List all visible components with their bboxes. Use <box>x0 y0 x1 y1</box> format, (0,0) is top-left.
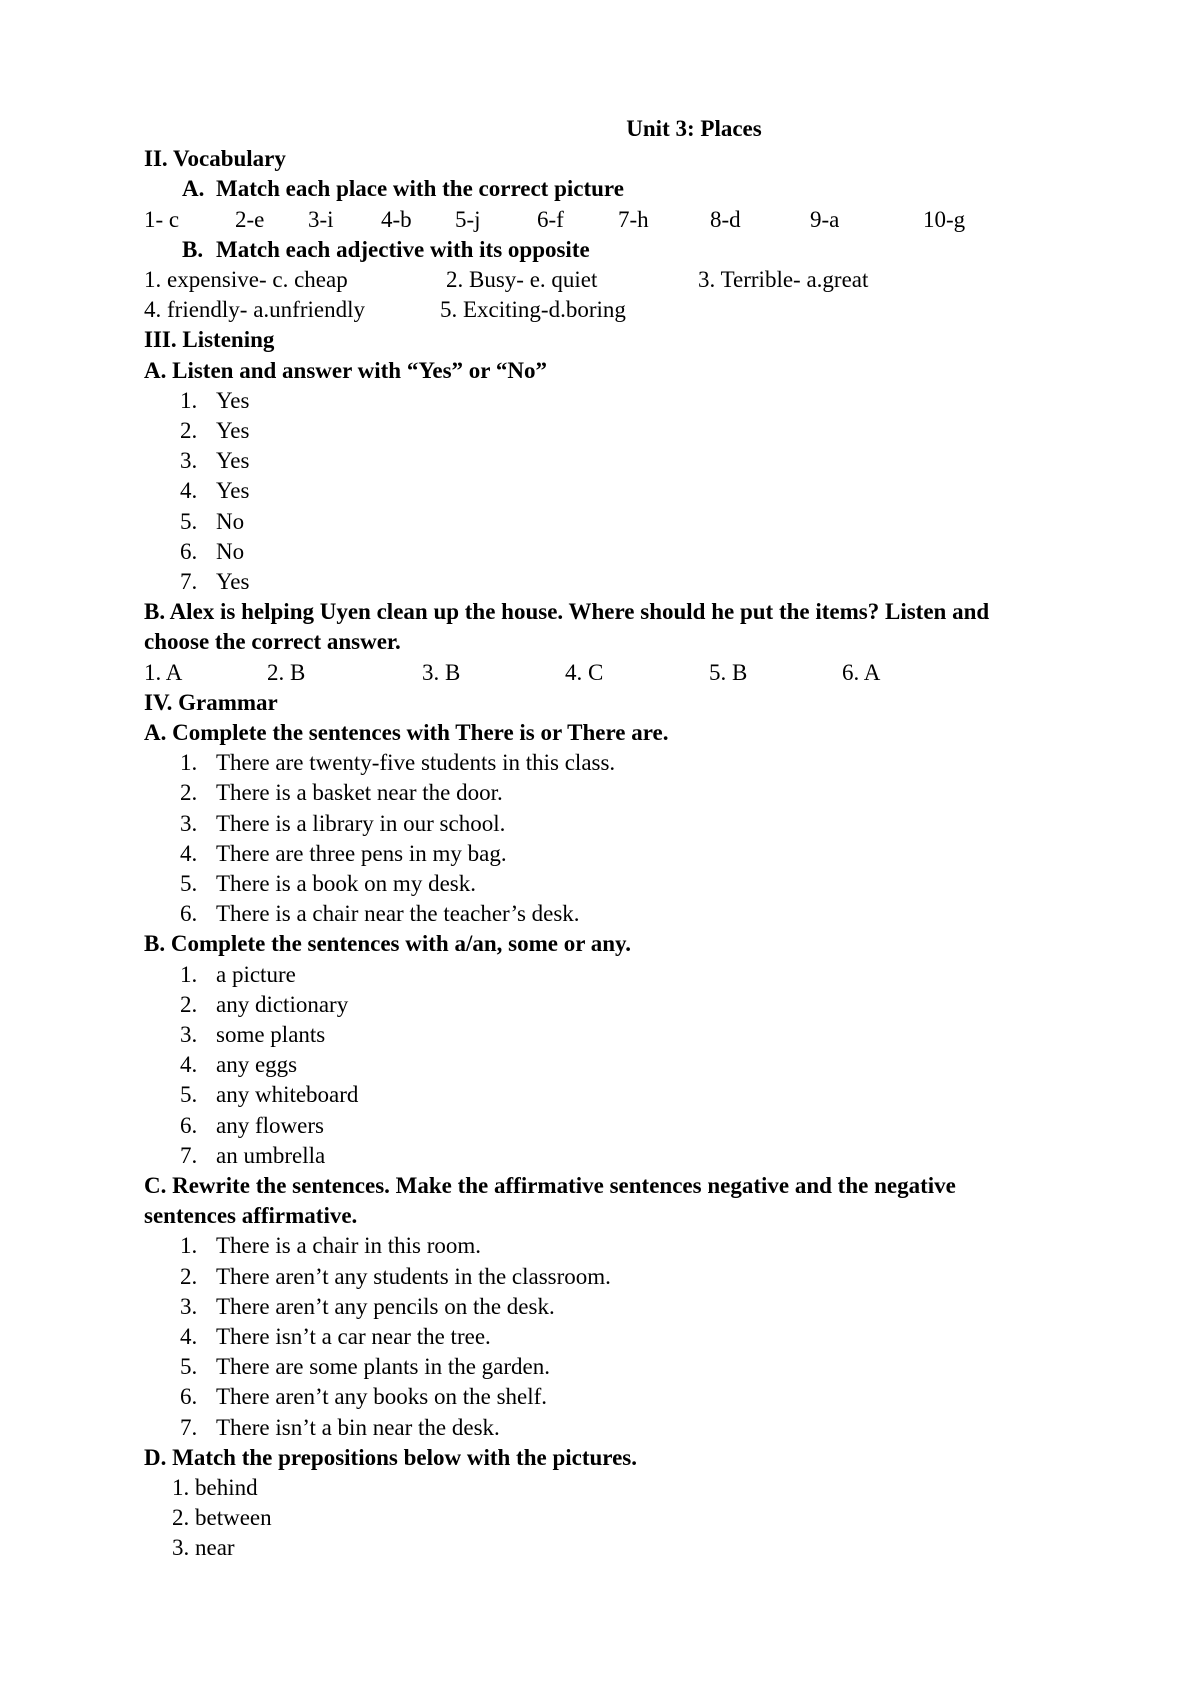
list-item: 2. Yes <box>180 417 250 443</box>
list-item: 7. an umbrella <box>180 1142 326 1168</box>
vocab-b-pair: 4. friendly- a.unfriendly <box>144 297 365 323</box>
list-item: 5. any whiteboard <box>180 1082 359 1108</box>
grammar-b-heading: B. Complete the sentences with a/an, some or any. <box>144 931 632 957</box>
list-item: 2. There aren’t any students in the classroom. <box>180 1263 611 1289</box>
vocab-a-answer: 4-b <box>381 206 412 232</box>
list-item: 4. any eggs <box>180 1052 298 1078</box>
vocab-a-heading <box>144 174 1124 204</box>
vocab-b-heading-text: Match each adjective with its opposite <box>216 236 590 262</box>
listening-b-answer: 3. B <box>422 659 461 685</box>
list-item: 5. There are some plants in the garden. <box>180 1354 551 1380</box>
list-item: 4. There are three pens in my bag. <box>180 840 507 866</box>
listening-b-answer: 5. B <box>709 659 748 685</box>
vocab-b-pair: 5. Exciting-d.boring <box>440 297 626 323</box>
list-item: 1. Yes <box>180 387 250 413</box>
vocabulary-heading: II. Vocabulary <box>144 146 286 172</box>
page-title: Unit 3: Places <box>626 116 762 141</box>
vocab-a-answer: 9-a <box>810 206 840 232</box>
vocab-a-answer: 7-h <box>618 206 649 232</box>
vocab-b-row-1 <box>144 265 1124 295</box>
listening-a-list <box>144 386 1124 597</box>
list-item: 7. Yes <box>180 569 250 594</box>
grammar-a-list <box>144 748 1124 929</box>
list-item: 7. There isn’t a bin near the desk. <box>180 1414 500 1440</box>
vocab-a-answer: 6-f <box>537 206 564 232</box>
list-item: 2. any dictionary <box>180 991 349 1017</box>
grammar-d-heading: D. Match the prepositions below with the pictures. <box>144 1444 638 1470</box>
vocab-a-heading-text: Match each place with the correct picture <box>216 176 624 202</box>
grammar-a-heading: A. Complete the sentences with There is or There are. <box>144 720 669 745</box>
grammar-c-heading-line-2: sentences affirmative. <box>144 1203 358 1229</box>
list-item: 1. behind <box>172 1475 258 1501</box>
listening-b-answer: 6. A <box>842 659 881 685</box>
list-item: 4. There isn’t a car near the tree. <box>180 1324 491 1350</box>
list-item: 3. Yes <box>180 448 250 474</box>
list-item: 1. There are twenty-five students in this class. <box>180 750 616 776</box>
list-item: 3. There is a library in our school. <box>180 810 506 836</box>
vocab-b-pair: 3. Terrible- a.great <box>698 267 869 292</box>
list-item: 3. There aren’t any pencils on the desk. <box>180 1293 555 1319</box>
vocab-a-answers <box>144 205 1124 235</box>
list-item: 5. There is a book on my desk. <box>180 871 476 897</box>
listening-b-answers <box>144 658 1124 688</box>
grammar-heading: IV. Grammar <box>144 689 278 715</box>
list-item: 2. There is a basket near the door. <box>180 780 503 806</box>
listening-b-answer: 2. B <box>267 659 306 685</box>
worksheet-page <box>144 114 1124 1564</box>
listening-heading: III. Listening <box>144 327 275 353</box>
list-item: 6. No <box>180 538 245 564</box>
list-item: 3. near <box>172 1535 235 1561</box>
grammar-c-list <box>144 1231 1124 1442</box>
vocab-b-row-2 <box>144 295 1124 325</box>
vocab-b-letter: B. <box>182 236 204 262</box>
list-item: 2. between <box>172 1505 272 1531</box>
list-item: 6. There aren’t any books on the shelf. <box>180 1384 548 1410</box>
listening-b-answer: 4. C <box>565 659 604 685</box>
listening-a-heading: A. Listen and answer with “Yes” or “No” <box>144 357 547 383</box>
grammar-d-list <box>144 1473 1124 1564</box>
vocab-a-answer: 1- c <box>144 206 180 232</box>
list-item: 6. There is a chair near the teacher’s desk. <box>180 901 580 927</box>
vocab-b-heading <box>144 235 1124 265</box>
vocab-b-pair: 2. Busy- e. quiet <box>446 267 598 292</box>
grammar-b-list <box>144 960 1124 1171</box>
list-item: 1. a picture <box>180 961 296 987</box>
list-item: 5. No <box>180 508 245 534</box>
vocab-a-letter: A. <box>182 176 205 202</box>
vocab-b-pair: 1. expensive- c. cheap <box>144 267 348 292</box>
listening-b-heading-line-1: B. Alex is helping Uyen clean up the house. Where should he put the items? Listen and <box>144 599 990 625</box>
vocab-a-answer: 3-i <box>308 206 334 232</box>
list-item: 4. Yes <box>180 478 250 504</box>
grammar-c-heading-line-1: C. Rewrite the sentences. Make the affirmative sentences negative and the negative <box>144 1173 956 1199</box>
vocab-a-answer: 8-d <box>710 206 741 232</box>
list-item: 6. any flowers <box>180 1112 324 1138</box>
list-item: 1. There is a chair in this room. <box>180 1233 482 1259</box>
listening-b-heading-line-2: choose the correct answer. <box>144 629 401 655</box>
vocab-a-answer: 10-g <box>923 206 966 232</box>
list-item: 3. some plants <box>180 1022 326 1048</box>
vocab-a-answer: 5-j <box>455 206 481 232</box>
vocab-a-answer: 2-e <box>235 206 265 232</box>
listening-b-answer: 1. A <box>144 659 183 685</box>
